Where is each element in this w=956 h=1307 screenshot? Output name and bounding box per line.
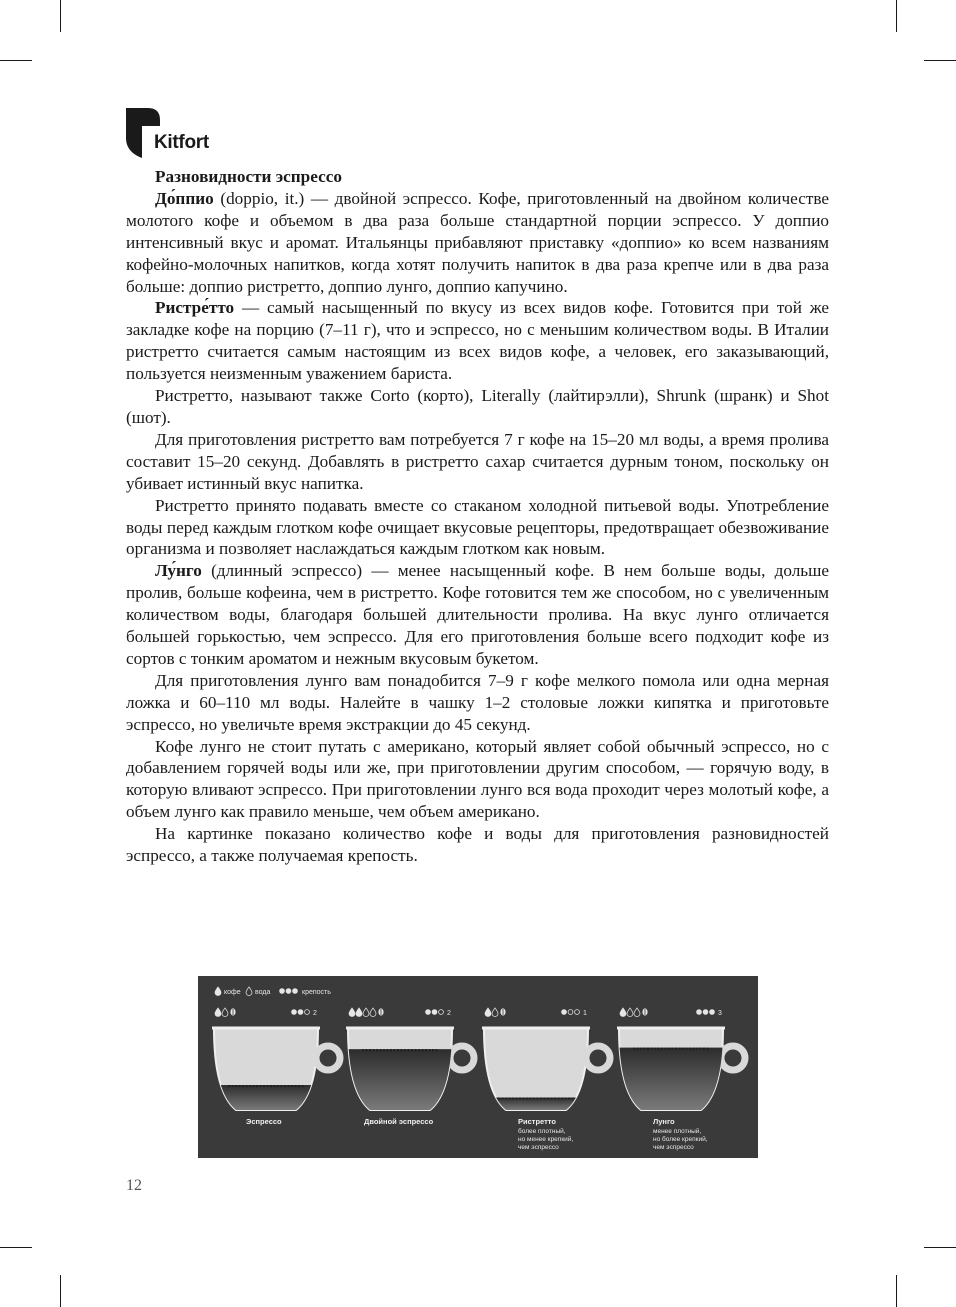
cup-note: чем эспрессо [518, 1144, 559, 1151]
strength-dots [439, 1010, 444, 1015]
coffee-unit-icon [485, 1008, 491, 1017]
crop-mark [60, 0, 61, 32]
strength-value: 1 [583, 1010, 587, 1017]
paragraphs [126, 188, 829, 867]
strength-dots [568, 1010, 573, 1015]
cup-label: Лунго [653, 1117, 675, 1126]
cup-note: менее плотный, [653, 1128, 702, 1135]
kitfort-logo [126, 108, 266, 158]
brand-name: Kitfort [154, 132, 209, 153]
coffee-unit-icon [215, 1008, 221, 1017]
water-unit-icon [627, 1008, 633, 1017]
cup-note: но более крепкий, [653, 1136, 708, 1143]
cup-note: но менее крепкий, [518, 1136, 574, 1143]
espresso-types-figure [198, 976, 758, 1158]
term: Лу́нго [155, 561, 202, 581]
legend-water: вода [255, 989, 271, 996]
espresso-diagram [198, 976, 758, 1158]
strength-value: 2 [447, 1010, 451, 1017]
cup-handle [586, 1046, 610, 1070]
cup-handle [721, 1046, 745, 1070]
water-unit-icon [492, 1008, 498, 1017]
strength-dots [697, 1010, 702, 1015]
paragraph-text: Ристретто принято подавать вместе со стаканом холодной питьевой воды. Употребление воды перед каждым глотком кофе очищает вкусовые рецепторы, предотвращает обезвоживание организма и позволяет наслаждаться каждым глотком как новым. [126, 495, 829, 559]
article [126, 166, 829, 867]
strength-legend-icon [293, 989, 298, 994]
water-unit-icon [370, 1008, 376, 1017]
paragraph-text: На картинке показано количество кофе и воды для приготовления разновидностей эспрессо, а также получаемая крепость. [126, 824, 829, 866]
crop-mark [60, 1275, 61, 1307]
water-unit-icon [363, 1008, 369, 1017]
paragraph-text: — самый насыщенный по вкусу из всех видов кофе. Готовится при той же закладке кофе на порцию (7–11 г), что и эспрессо, но с меньшим количеством воды. В Италии ристретто считается самым настоящим из всех видов кофе, а человек, его заказывающий, пользуется неизменным уважением бариста. [126, 298, 829, 384]
strength-dots [426, 1010, 431, 1015]
water-legend-icon [246, 987, 252, 996]
term: До́ппио [155, 188, 214, 208]
cup-note: более плотный, [518, 1128, 566, 1135]
paragraph [126, 385, 829, 429]
paragraph-text: Ристретто, называют также Corto (корто), Literally (лайтирэлли), Shrunk (шранк) и Shot (шот). [126, 386, 829, 427]
strength-dots [298, 1010, 303, 1015]
paragraph [126, 188, 829, 298]
coffee-legend-icon [215, 987, 221, 996]
strength-legend-icon [280, 989, 285, 994]
paragraph-text: (длинный эспрессо) — менее насыщенный кофе. В нем больше воды, дольше пролив, больше кофеина, чем в ристретто. Кофе готовится тем же способом, но с увеличенным количеством воды, благодаря большей длительности пролива. На вкус лунго отличается большей горькостью, чем эспрессо. Для его приготовления больше всего подходит кофе из сортов с тонким ароматом и нежным вкусовым букетом. [126, 561, 829, 668]
strength-dots [703, 1010, 708, 1015]
strength-dots [562, 1010, 567, 1015]
water-unit-icon [634, 1008, 640, 1017]
legend-coffee: кофе [224, 989, 241, 996]
crop-mark [924, 1247, 956, 1248]
cup-handle [450, 1046, 474, 1070]
coffee-unit-icon [356, 1008, 362, 1017]
paragraph-text: (doppio, it.) — двойной эспрессо. Кофе, приготовленный на двойном количестве молотого кофе и объемом в два раза больше стандартной порции эспрессо. У доппио интенсивный вкус и аромат. Итальянцы прибавляют приставку «доппио» ко всем названиям кофейно-молочных напитков, когда хотят получить напиток в два раза крепче или в два раза больше: доппио ристретто, доппио лунго, доппио капучино. [126, 188, 829, 296]
cup-note: чем эспрессо [653, 1144, 694, 1151]
coffee-unit-icon [620, 1008, 626, 1017]
paragraph [126, 670, 829, 736]
paragraph [126, 429, 829, 495]
paragraph [126, 823, 829, 867]
paragraph-text: Кофе лунго не стоит путать с американо, который являет собой обычный эспрессо, но с добавлением горячей воды или же, при приготовлении другим способом, — горячую воду, в которую вливают эспрессо. При приготовлении лунго вся вода проходит через молотый кофе, а объем лунго как правило меньше, чем объем американо. [126, 736, 829, 822]
water-unit-icon [222, 1008, 228, 1017]
coffee-fill [214, 1085, 318, 1110]
strength-dots [432, 1010, 437, 1015]
term: Ристре́тто [155, 298, 235, 318]
paragraph-text: Для приготовления ристретто вам потребуется 7 г кофе на 15–20 мл воды, а время пролива составит 15–20 секунд. Добавлять в ристретто сахар считается дурным тоном, поскольку он убивает истинный вкус напитка. [126, 429, 829, 493]
strength-dots [575, 1010, 580, 1015]
section-heading: Разновидности эспрессо [155, 167, 342, 186]
strength-value: 2 [313, 1010, 317, 1017]
strength-value: 3 [718, 1010, 722, 1017]
crop-mark [896, 0, 897, 32]
strength-dots [292, 1010, 297, 1015]
paragraph [126, 736, 829, 824]
cup-label: Эспрессо [246, 1117, 282, 1126]
cup-handle [316, 1046, 340, 1070]
paragraph [126, 297, 829, 385]
paragraph [126, 495, 829, 561]
coffee-fill [348, 1049, 452, 1110]
coffee-unit-icon [349, 1008, 355, 1017]
crop-mark [0, 60, 32, 61]
crop-mark [924, 60, 956, 61]
paragraph-text: Для приготовления лунго вам понадобится 7–9 г кофе мелкого помола или одна мерная ложка и 60–110 мл воды. Налейте в чашку 1–2 столовые ложки кипятка и приготовьте эспрессо, но увеличьте время экстракции до 45 секунд. [126, 670, 829, 734]
page-number: 12 [126, 1177, 142, 1194]
cup-label: Ристретто [518, 1117, 556, 1126]
legend-strength: крепость [302, 989, 331, 996]
crop-mark [0, 1247, 32, 1248]
paragraph [126, 560, 829, 670]
strength-dots [305, 1010, 310, 1015]
crop-mark [896, 1275, 897, 1307]
strength-dots [710, 1010, 715, 1015]
cup-label: Двойной эспрессо [364, 1117, 434, 1126]
strength-legend-icon [286, 989, 291, 994]
coffee-fill [619, 1048, 723, 1110]
